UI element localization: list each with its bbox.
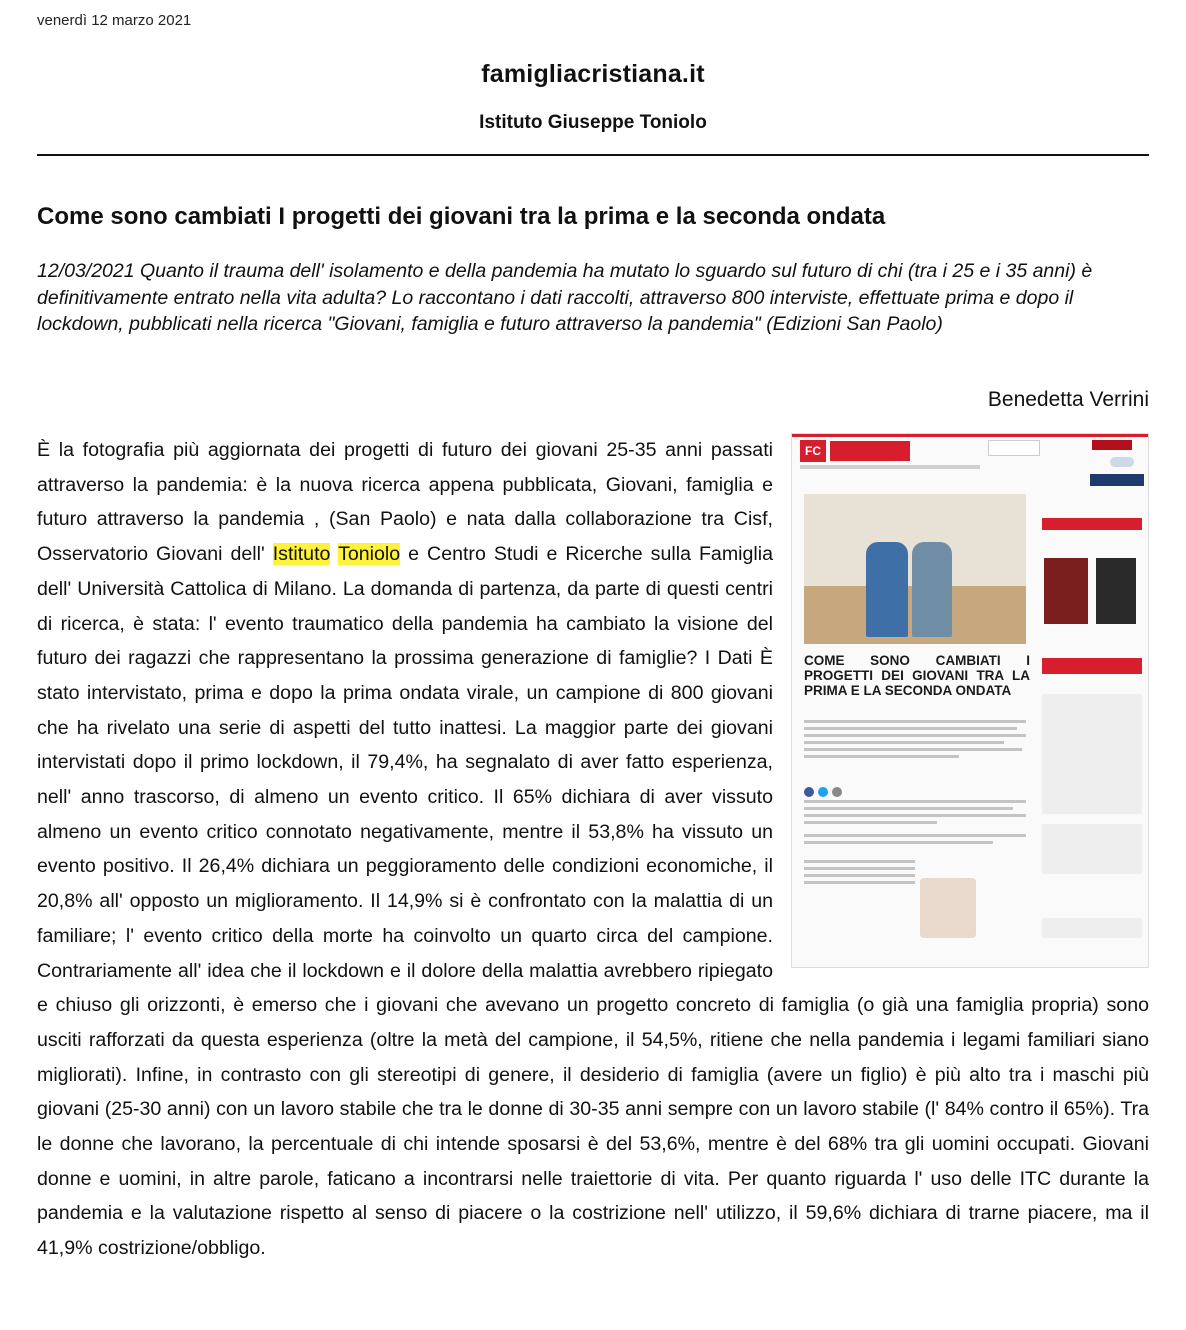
source-title: famigliacristiana.it [481,60,705,88]
clipping-brand-bar [830,441,910,461]
clipping-headline: COME SONO CAMBIATI I PROGETTI DEI GIOVANI TRA LA PRIMA E LA SECONDA ONDATA [804,653,1030,698]
highlight-toniolo: Toniolo [338,543,401,566]
clipping-photo-figure [912,542,952,637]
clipping-photo [804,494,1026,644]
clipping-text-lines [804,800,1026,888]
clipping-top-bar [792,434,1148,437]
header-divider [37,154,1149,156]
publication-date: venerdì 12 marzo 2021 [37,12,192,29]
article-title: Come sono cambiati I progetti dei giovani tra la prima e la seconda ondata [37,203,886,230]
clipping-sidebar [1042,518,1142,938]
clipping-bestseller-banner [1042,658,1142,674]
article-lead: 12/03/2021 Quanto il trauma dell' isolamento e della pandemia ha mutato lo sguardo sul futuro di chi (tra i 25 e i 35 anni) è definitivamente entrato nella vita adulta? Lo raccontano i dati raccolti, attraverso 800 interviste, effettuate prima e dopo il lockdown, pubblicati nella ricerca "Giovani, famiglia e futuro attraverso la pandemia" (Edizioni San Paolo) [37,260,1093,335]
clipping-header-button [1092,440,1132,450]
clipping-sidebar-box [1042,824,1142,874]
clipping-book-cover [1096,558,1136,624]
body-text: e Centro Studi e Ricerche sulla Famiglia dell' Università Cattolica di Milano. La domanda di partenza, da parte di questi centri di ricerca, è stata: l' evento traumatico della pandemia ha cambiato la visione del futuro dei ragazzi che rappresentano la prossima generazione di famiglie? I Dati È stato intervistato, prima e dopo la prima ondata virale, un campione di 800 giovani che ha rivelato una serie di aspetti del tutto inattesi. La maggior parte dei giovani intervistati dopo il primo lockdown, il 79,4%, ha segnalato di aver fatto esperienza, nell' anno trascorso, di almeno un evento critico. Il 65% dichiara di aver vissuto almeno un evento critico connotato negativamente, mentre il 53,8% ha vissuto un evento positivo. Il 26,4% dichiara un peggioramento delle condizioni economiche, il 20,8% all' opposto un miglioramento. Il 14,9% si è confrontato con la malattia di un familiare; l' evento critico della morte ha coinvolto un quarto circa del campione. Contrariamente all' idea che il lockdown e il dolore della malattia avrebbero ripiegato e chiuso gli orizzonti, è emerso che i giovani che avevano un progetto concreto di famiglia (o già una famiglia propria) sono usciti rafforzati da questa esperienza (oltre la metà del campione, il 54,5%, ritiene che nella pandemia i legami familiari siano migliorati). Infine, in contrasto con gli stereotipi di genere, il desiderio di famiglia (avere un figlio) è più alto tra i maschi più giovani (25-30 anni) con un lavoro stabile che tra le donne di 30-35 anni sempre con un lavoro stabile (l' 84% contro il 65%). Tra le donne che lavorano, la percentuale di chi intende sposarsi è del 53,6%, mentre è del 68% tra gli uomini occupati. Giovani donne e uomini, in altre parole, faticano a incontrarsi nelle traiettorie di vita. Per quanto riguarda l' uso delle ITC durante la pandemia e la valutazione rispetto al senso di piacere o la costrizione nell' utilizzo, il 59,6% dichiara di trarne piacere, ma il 41,9% costrizione/obbligo. [37,543,1149,1260]
article-clipping-image [791,433,1149,968]
clipping-logo: FC [800,440,826,462]
clipping-book-cover [1044,558,1088,624]
clipping-sidebar-header [1042,518,1142,530]
highlight-istituto: Istituto [272,543,331,566]
body-text: È la fotografia più aggiornata dei progetti di futuro dei giovani 25-35 anni passati attraverso la pandemia: è la nuova ricerca appena pubblicata, Giovani, famiglia e futuro attraverso la pandemia , (San Paolo) e nata dalla collaborazione tra Cisf, Osservatorio Giovani dell' [37,439,773,566]
clipping-sidebar-box [1042,918,1142,938]
clipping-thumbnail [920,878,976,938]
clipping-social-icons [1110,457,1134,467]
clipping-sidebar-box [1042,694,1142,814]
clipping-text-lines [804,720,1026,762]
clipping-access-button [1090,474,1144,486]
article-author: Benedetta Verrini [987,388,1149,411]
article-body [37,433,1149,1266]
clipping-nav [800,465,980,469]
institute-name: Istituto Giuseppe Toniolo [479,112,707,133]
clipping-photo-figure [866,542,908,637]
clipping-search-box [988,440,1040,456]
